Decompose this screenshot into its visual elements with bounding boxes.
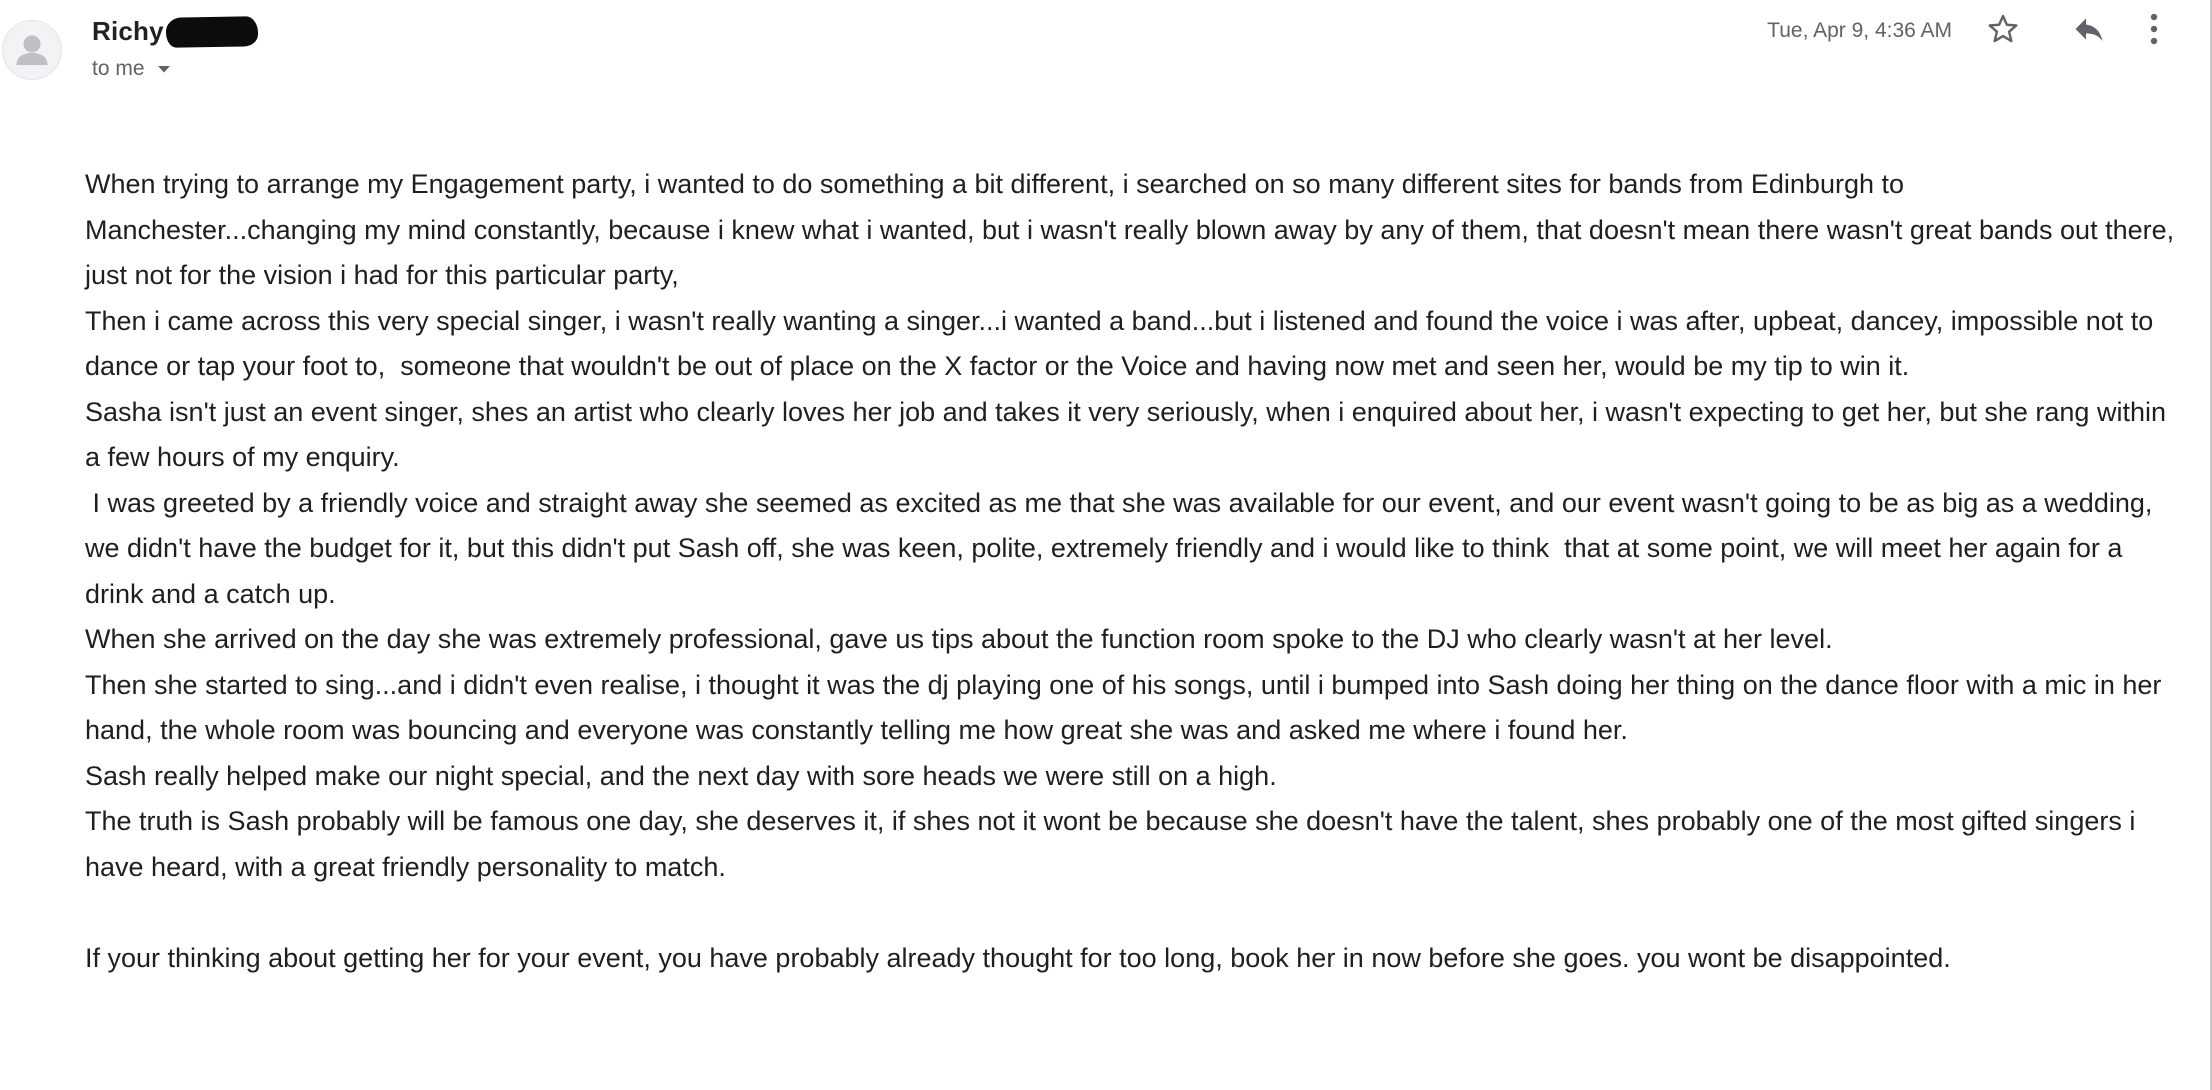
body-paragraph: Then i came across this very special singer, i wasn't really wanting a singer...i wanted a band...but i listened and found the voice i was after, upbeat, dancey, impossible not to dance or tap your foot to, someone that wouldn't be out of place on the X factor or the Voice and having now met and seen her, would be my tip to win it. (85, 305, 2161, 381)
body-paragraph: Then she started to sing...and i didn't even realise, i thought it was the dj playing one of his songs, until i bumped into Sash doing her thing on the dance floor with a mic in her hand, the whole room was bouncing and everyone was constantly telling me how great she was and asked me where i found her. (85, 669, 2169, 745)
body-paragraph: The truth is Sash probably will be famous one day, she deserves it, if shes not it wont be because she doesn't have the talent, shes probably one of the most gifted singers i have heard, with a great friendly personality to match. (85, 806, 2143, 882)
sender-name[interactable]: Richy (92, 15, 164, 46)
body-paragraph: When trying to arrange my Engagement party, i wanted to do something a bit different, i searched on so many different sites for bands from Edinburgh to Manchester...changing my mind constantly, because i knew what i wanted, but i wasn't really blown away by any of them, that doesn't mean there wasn't great bands out there, just not for the vision i had for this particular party, (85, 169, 2182, 290)
sender-line (92, 14, 258, 48)
message-header (0, 0, 2210, 110)
body-paragraph: Sasha isn't just an event singer, shes an artist who clearly loves her job and takes it very seriously, when i enquired about her, i wasn't expecting to get her, but she rang within a few hours of my enquiry. (85, 396, 2174, 472)
more-options-button[interactable] (2133, 10, 2175, 52)
caret-down-icon[interactable] (157, 64, 171, 74)
reply-arrow-icon (2071, 11, 2107, 52)
body-paragraph: Sash really helped make our night special, and the next day with sore heads we were still on a high. (85, 760, 1277, 791)
body-paragraph: I was greeted by a friendly voice and straight away she seemed as excited as me that she was available for our event, and our event wasn't going to be as big as a wedding, we didn't have the budget for it, but this didn't put Sash off, she was keen, polite, extremely friendly and i would like to think that at some point, we will meet her again for a drink and a catch up. (85, 487, 2160, 609)
body-paragraph: When she arrived on the day she was extremely professional, gave us tips about the function room spoke to the DJ who clearly wasn't at her level. (85, 624, 1833, 654)
person-placeholder-icon (3, 21, 61, 79)
recipient-details-toggle[interactable] (92, 54, 171, 84)
paragraph-spacer (85, 890, 2175, 936)
sender-avatar[interactable] (2, 20, 62, 80)
recipient-label: to me (92, 57, 145, 80)
more-vertical-icon (2149, 12, 2159, 51)
message-timestamp: Tue, Apr 9, 4:36 AM (1767, 19, 1952, 42)
body-paragraph: If your thinking about getting her for your event, you have probably already thought for too long, book her in now before she goes. you wont be disappointed. (85, 942, 1951, 973)
star-button[interactable] (1982, 10, 2024, 52)
redacted-surname-mark (166, 16, 259, 48)
star-outline-icon (1986, 12, 2020, 51)
message-body (85, 162, 2182, 981)
reply-button[interactable] (2068, 10, 2110, 52)
